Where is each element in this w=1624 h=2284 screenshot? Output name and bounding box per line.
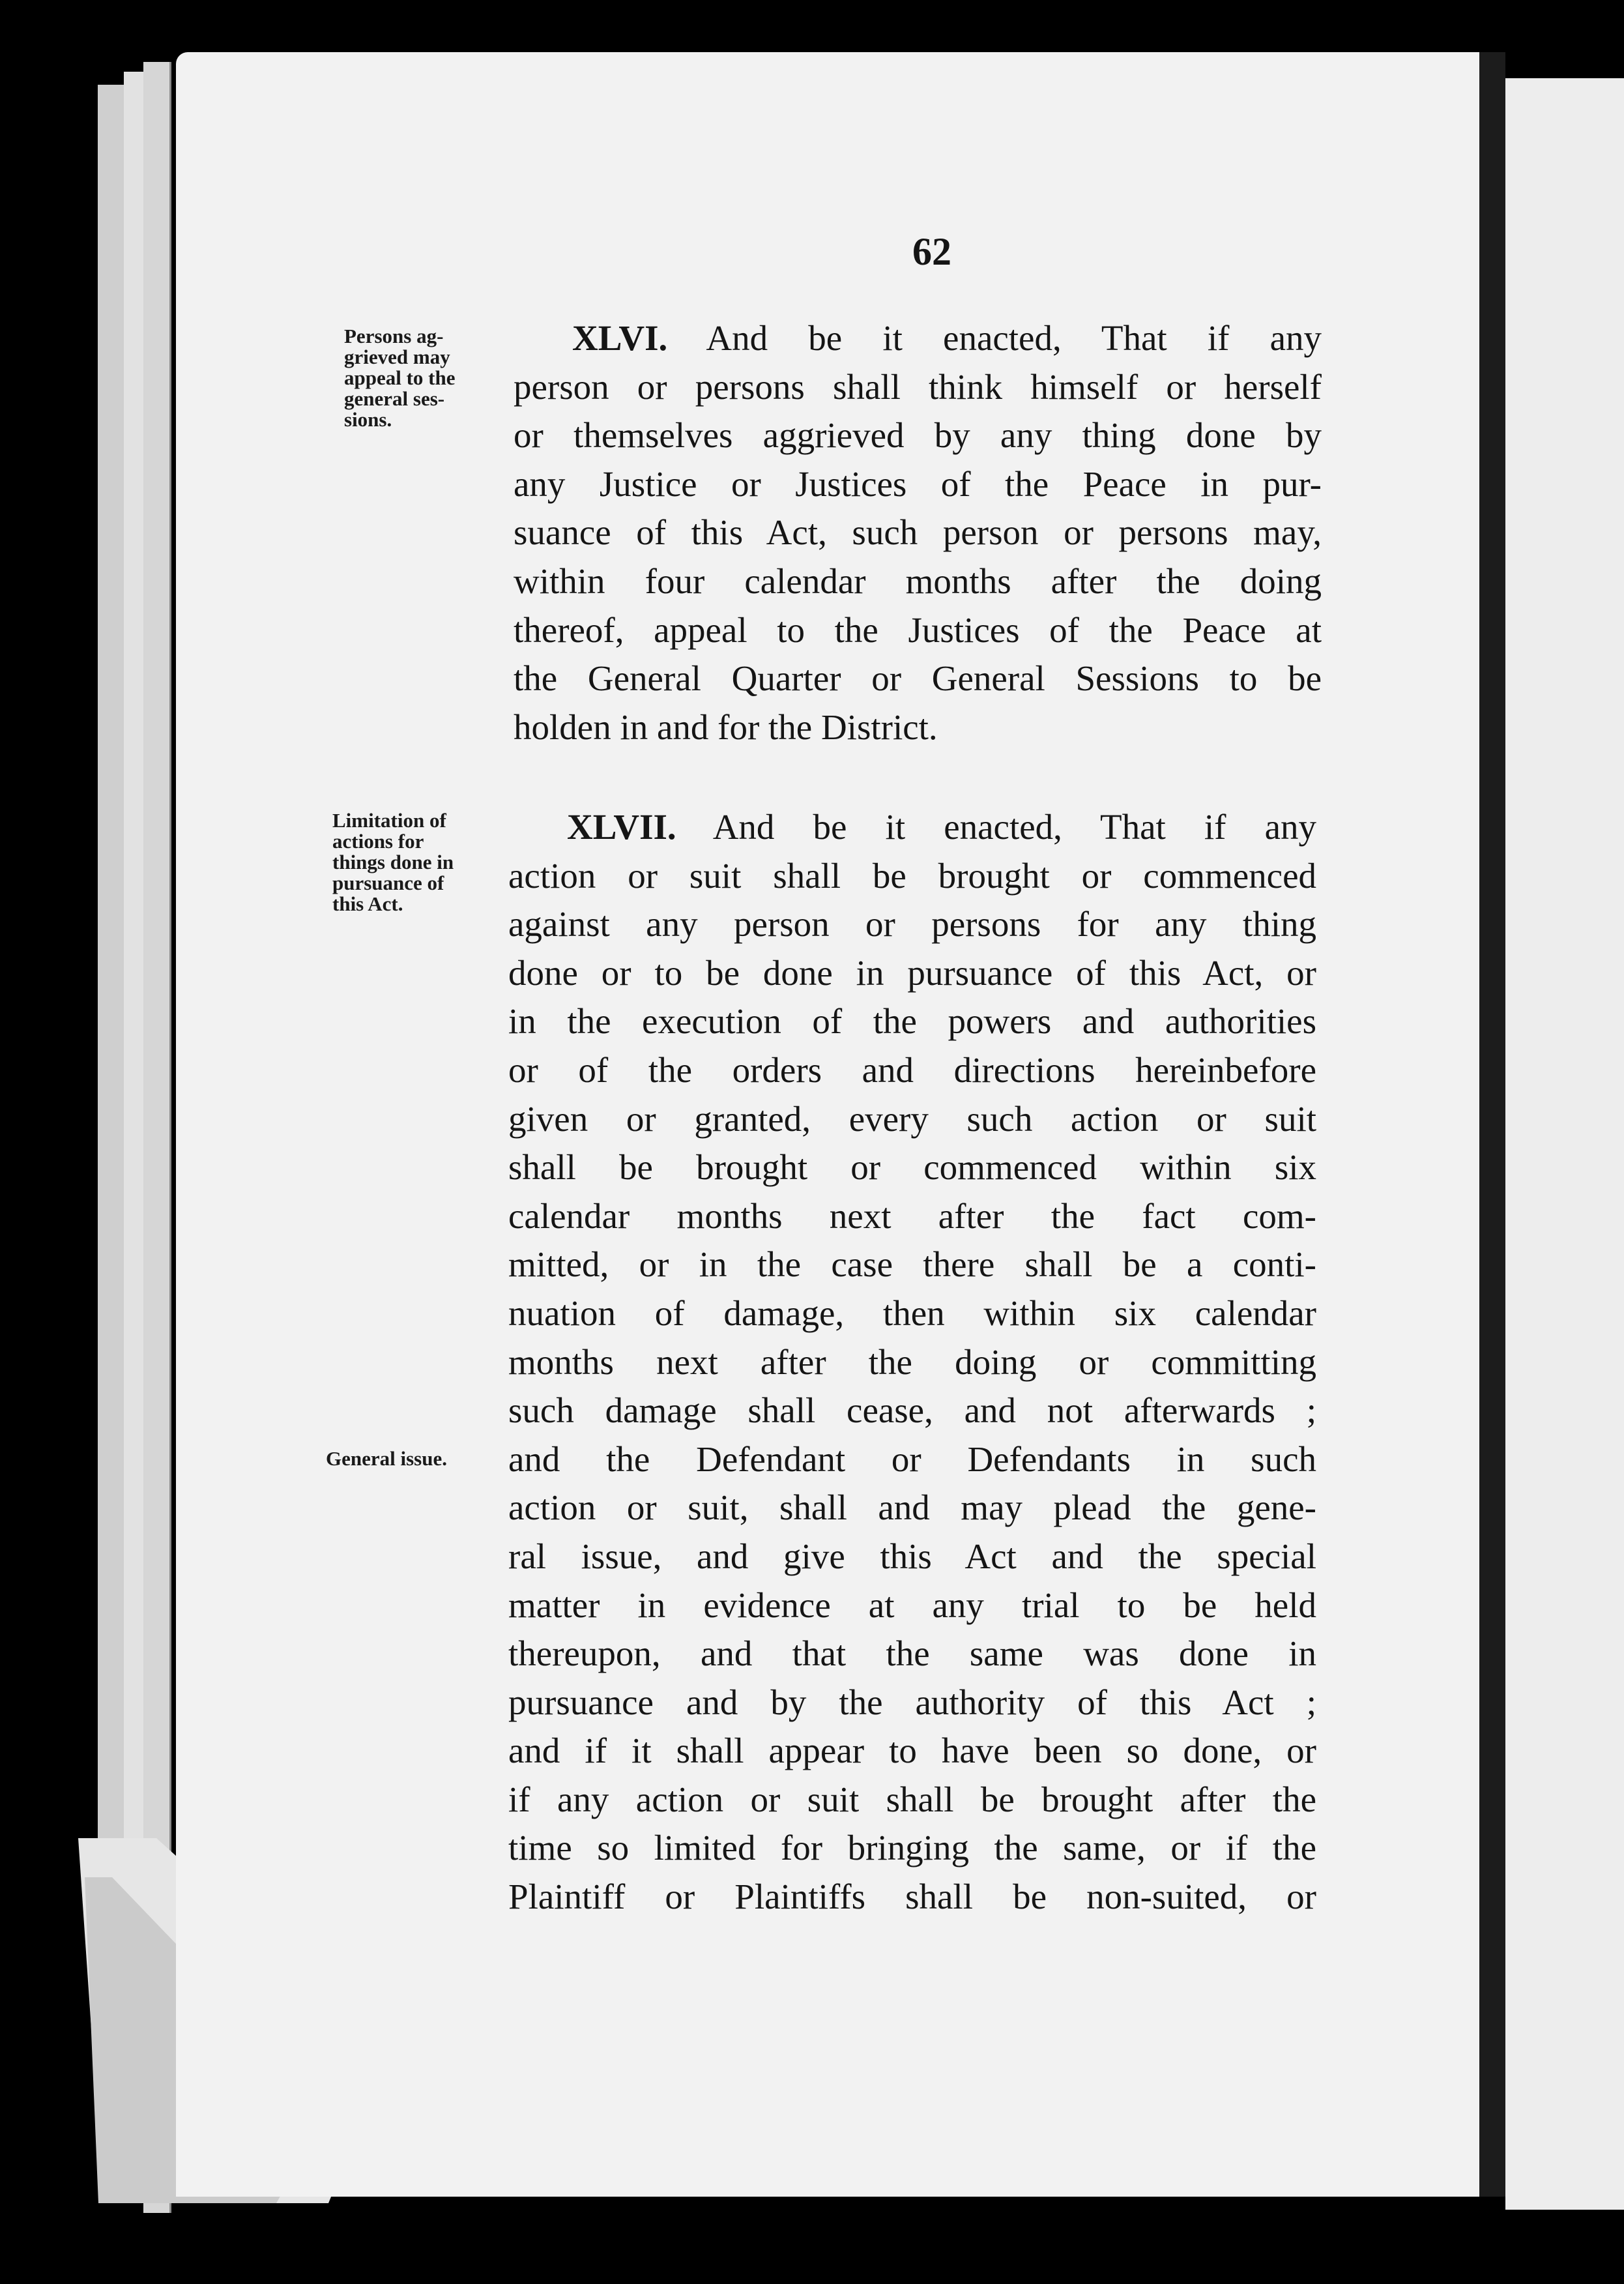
section-line: and if it shall appear to have been so done, or bbox=[508, 1731, 1316, 1771]
sidenote-line: sions. bbox=[344, 408, 392, 431]
sidenote-line: general ses- bbox=[344, 387, 445, 410]
section-line: in the execution of the powers and authorities bbox=[508, 1001, 1316, 1042]
sidenote-general-issue bbox=[326, 1448, 495, 1469]
section-line: such damage shall cease, and not afterwards ; bbox=[508, 1390, 1316, 1431]
section-line: person or persons shall think himself or herself bbox=[514, 366, 1322, 407]
sidenote-line: General issue. bbox=[326, 1447, 447, 1470]
section-line: against any person or persons for any thing bbox=[508, 904, 1316, 944]
sidenote-line: pursuance of bbox=[332, 871, 444, 894]
section-xlvi bbox=[514, 314, 1322, 752]
sidenote-limitation bbox=[332, 810, 502, 915]
sidenote-line: things done in bbox=[332, 851, 454, 873]
section-line: thereof, appeal to the Justices of the Peace at bbox=[514, 609, 1322, 650]
sidenote-line: appeal to the bbox=[344, 366, 456, 389]
sidenote-line: actions for bbox=[332, 830, 424, 853]
section-line: action or suit, shall and may plead the gene- bbox=[508, 1487, 1316, 1528]
section-line: action or suit shall be brought or commenced bbox=[508, 855, 1316, 896]
section-line: matter in evidence at any trial to be held bbox=[508, 1585, 1316, 1625]
section-line: suance of this Act, such person or persons may, bbox=[514, 512, 1322, 553]
section-line: thereupon, and that the same was done in bbox=[508, 1633, 1316, 1674]
section-line: calendar months next after the fact com- bbox=[508, 1195, 1316, 1236]
page-number: 62 bbox=[912, 230, 951, 273]
facing-page bbox=[1505, 78, 1624, 2210]
section-line: if any action or suit shall be brought after the bbox=[508, 1779, 1316, 1819]
section-line: nuation of damage, then within six calendar bbox=[508, 1293, 1316, 1333]
section-line: And be it enacted, That if any bbox=[667, 318, 1322, 358]
section-line: shall be brought or commenced within six bbox=[508, 1147, 1316, 1188]
sidenote-line: this Act. bbox=[332, 892, 403, 915]
section-line: done or to be done in pursuance of this Act, or bbox=[508, 952, 1316, 993]
section-line: the General Quarter or General Sessions to be bbox=[514, 658, 1322, 699]
book-gutter bbox=[1479, 52, 1505, 2197]
section-line: and the Defendant or Defendants in such bbox=[508, 1439, 1316, 1479]
section-line: months next after the doing or committing bbox=[508, 1341, 1316, 1382]
section-line: given or granted, every such action or suit bbox=[508, 1098, 1316, 1139]
sidenote-line: Limitation of bbox=[332, 809, 446, 832]
section-line: Plaintiff or Plaintiffs shall be non-suited, or bbox=[508, 1877, 1316, 1917]
section-numeral: XLVII. bbox=[567, 807, 676, 847]
section-line: ral issue, and give this Act and the special bbox=[508, 1536, 1316, 1576]
section-line: or of the orders and directions hereinbefore bbox=[508, 1049, 1316, 1090]
section-line: time so limited for bringing the same, or if the bbox=[508, 1828, 1316, 1868]
section-line: holden in and for the District. bbox=[514, 707, 938, 747]
sidenote-line: Persons ag- bbox=[344, 325, 444, 347]
section-numeral: XLVI. bbox=[572, 318, 668, 358]
section-xlvii bbox=[508, 803, 1316, 1922]
section-line: And be it enacted, That if any bbox=[676, 807, 1316, 847]
sidenote-line: grieved may bbox=[344, 345, 450, 368]
section-line: pursuance and by the authority of this Act ; bbox=[508, 1682, 1316, 1722]
sidenote-appeal bbox=[344, 326, 514, 430]
section-line: mitted, or in the case there shall be a conti- bbox=[508, 1244, 1316, 1285]
section-line: any Justice or Justices of the Peace in pur- bbox=[514, 463, 1322, 504]
section-line: within four calendar months after the doing bbox=[514, 561, 1322, 601]
section-line: or themselves aggrieved by any thing done by bbox=[514, 415, 1322, 456]
